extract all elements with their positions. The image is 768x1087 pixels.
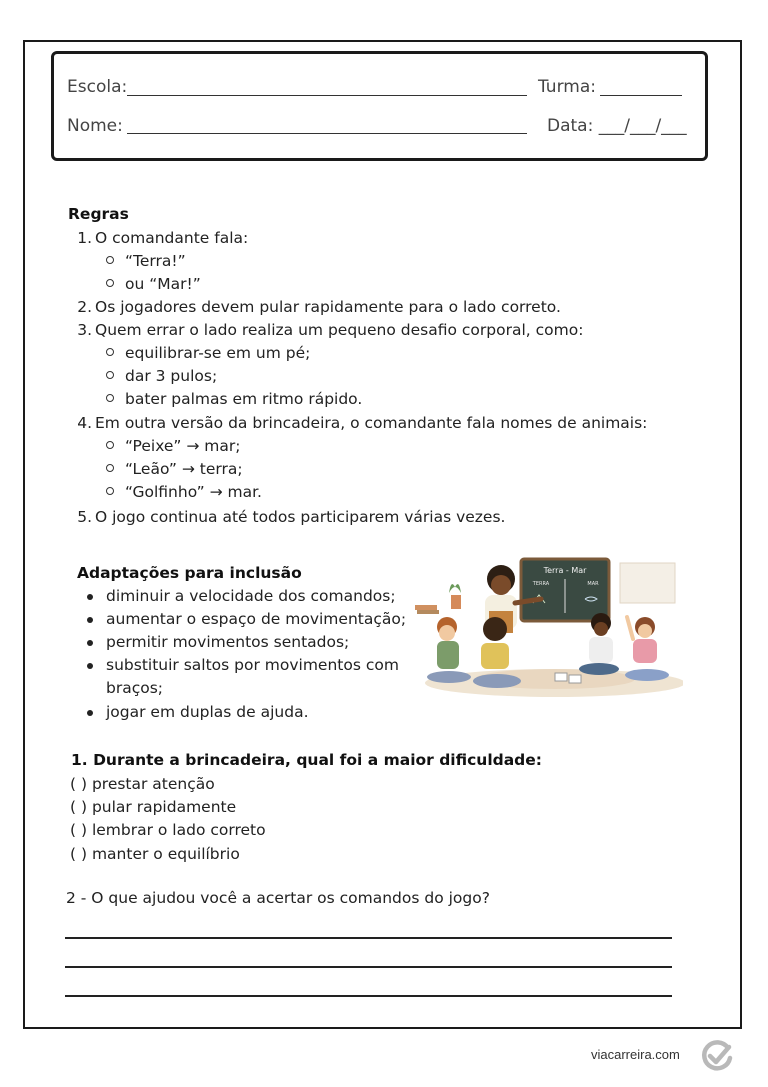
question-1-option-3[interactable]: ( ) lembrar o lado correto bbox=[70, 821, 266, 839]
escola-label: Escola: bbox=[67, 77, 128, 97]
data-field[interactable]: Data: ___/___/___ bbox=[547, 116, 687, 136]
rule-item-5: 5. O jogo continua até todos participarem várias vezes. bbox=[77, 508, 506, 526]
disc-bullet bbox=[87, 640, 93, 646]
board-left-label: TERRA bbox=[532, 581, 550, 587]
answer-line-3[interactable] bbox=[65, 995, 672, 997]
rule-3-sub-3: bater palmas em ritmo rápido. bbox=[125, 390, 363, 408]
circle-bullet bbox=[106, 394, 114, 402]
board-right-label: MAR bbox=[587, 581, 599, 587]
adaptacao-item-5: jogar em duplas de ajuda. bbox=[106, 703, 309, 721]
rule-item-1: 1. O comandante fala: bbox=[77, 229, 249, 247]
circle-bullet bbox=[106, 371, 114, 379]
rule-4-sub-2: “Leão” → terra; bbox=[125, 460, 243, 478]
student-info-box bbox=[51, 51, 708, 161]
rule-3-sub-1: equilibrar-se em um pé; bbox=[125, 344, 311, 362]
disc-bullet bbox=[87, 663, 93, 669]
footer-site[interactable]: viacarreira.com bbox=[591, 1047, 680, 1062]
adaptacao-item-1: diminuir a velocidade dos comandos; bbox=[106, 587, 396, 605]
adaptacao-item-2: aumentar o espaço de movimentação; bbox=[106, 610, 407, 628]
circle-bullet bbox=[106, 279, 114, 287]
disc-bullet bbox=[87, 594, 93, 600]
circle-bullet bbox=[106, 487, 114, 495]
circle-bullet bbox=[106, 441, 114, 449]
rule-4-sub-1: “Peixe” → mar; bbox=[125, 437, 241, 455]
adaptacao-item-4-cont: braços; bbox=[106, 679, 164, 697]
turma-line[interactable] bbox=[600, 95, 682, 96]
turma-label: Turma: bbox=[538, 77, 596, 97]
disc-bullet bbox=[87, 617, 93, 623]
checkmark-circle-icon bbox=[700, 1039, 734, 1073]
escola-line[interactable] bbox=[127, 95, 527, 96]
answer-line-2[interactable] bbox=[65, 966, 672, 968]
circle-bullet bbox=[106, 348, 114, 356]
adaptacao-item-4: substituir saltos por movimentos com bbox=[106, 656, 399, 674]
board-title: Terra - Mar bbox=[543, 566, 587, 575]
adaptacoes-title: Adaptações para inclusão bbox=[77, 564, 302, 582]
disc-bullet bbox=[87, 710, 93, 716]
question-1-option-4[interactable]: ( ) manter o equilíbrio bbox=[70, 845, 240, 863]
rule-1-sub-2: ou “Mar!” bbox=[125, 275, 201, 293]
adaptacao-item-3: permitir movimentos sentados; bbox=[106, 633, 350, 651]
question-1-option-2[interactable]: ( ) pular rapidamente bbox=[70, 798, 237, 816]
question-1-option-1[interactable]: ( ) prestar atenção bbox=[70, 775, 215, 793]
question-2-text: 2 - O que ajudou você a acertar os comandos do jogo? bbox=[66, 889, 490, 907]
page-frame bbox=[23, 40, 742, 1029]
question-1-title: 1. Durante a brincadeira, qual foi a maior dificuldade: bbox=[71, 751, 542, 769]
rule-item-2: 2. Os jogadores devem pular rapidamente para o lado correto. bbox=[77, 298, 561, 316]
circle-bullet bbox=[106, 464, 114, 472]
rule-4-sub-3: “Golfinho” → mar. bbox=[125, 483, 262, 501]
classroom-illustration bbox=[405, 555, 683, 700]
rule-3-sub-2: dar 3 pulos; bbox=[125, 367, 218, 385]
rule-item-3: 3. Quem errar o lado realiza um pequeno desafio corporal, como: bbox=[77, 321, 584, 339]
answer-line-1[interactable] bbox=[65, 937, 672, 939]
circle-bullet bbox=[106, 256, 114, 264]
rule-item-4: 4. Em outra versão da brincadeira, o comandante fala nomes de animais: bbox=[77, 414, 648, 432]
rule-1-sub-1: “Terra!” bbox=[125, 252, 186, 270]
regras-title: Regras bbox=[68, 205, 129, 223]
nome-line[interactable] bbox=[127, 133, 527, 134]
nome-label: Nome: bbox=[67, 116, 123, 136]
